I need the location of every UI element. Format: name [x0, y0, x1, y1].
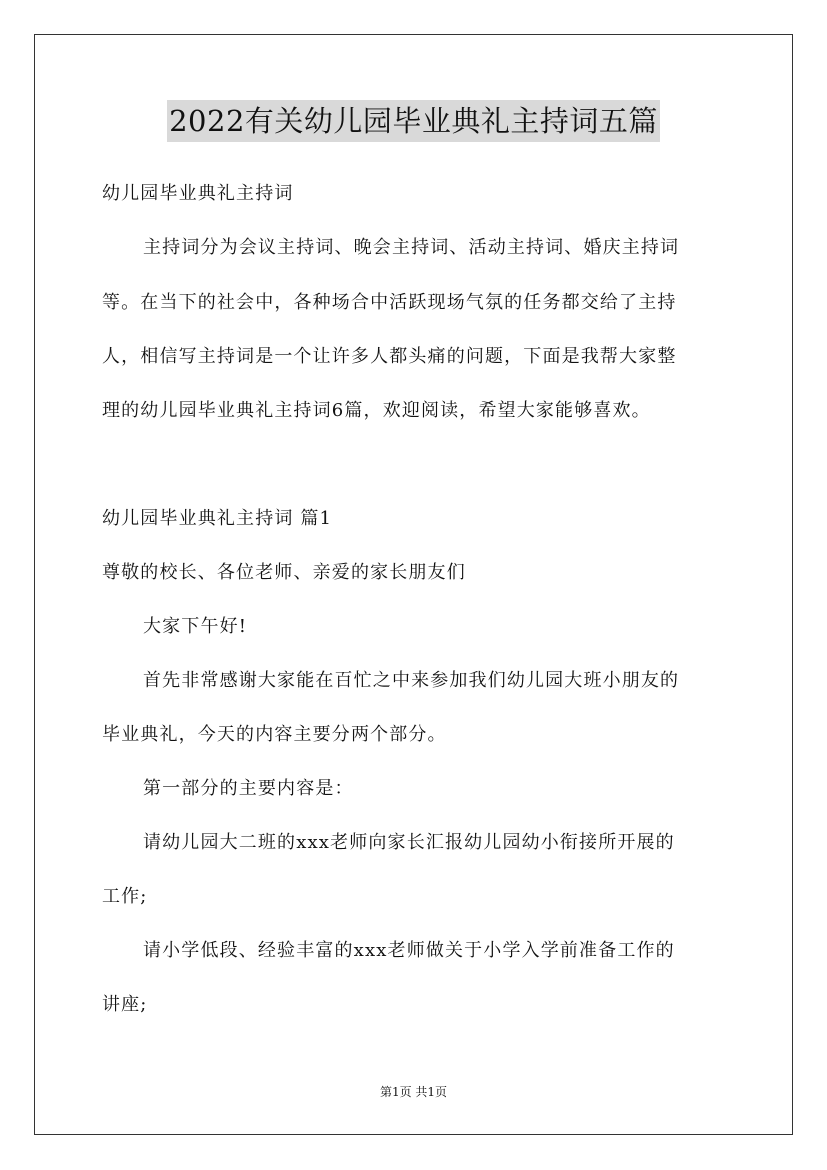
page-footer: 第1页 共1页	[379, 1085, 448, 1099]
paragraph-line: 等。在当下的社会中，各种场合中活跃现场气氛的任务都交给了主持	[102, 292, 677, 313]
paragraph-line: 请小学低段、经验丰富的xxx老师做关于小学入学前准备工作的	[143, 940, 675, 961]
document-title: 2022有关幼儿园毕业典礼主持词五篇	[167, 100, 660, 142]
paragraph-line: 理的幼儿园毕业典礼主持词6篇，欢迎阅读，希望大家能够喜欢。	[102, 400, 651, 421]
paragraph-line: 第一部分的主要内容是：	[143, 778, 354, 799]
paragraph-line: 首先非常感谢大家能在百忙之中来参加我们幼儿园大班小朋友的	[143, 670, 680, 691]
salutation: 尊敬的校长、各位老师、亲爱的家长朋友们	[102, 562, 466, 583]
greeting: 大家下午好!	[143, 616, 248, 637]
paragraph-line: 讲座;	[102, 994, 148, 1015]
title-container	[0, 100, 827, 142]
part-heading: 幼儿园毕业典礼主持词 篇1	[102, 508, 333, 529]
paragraph-line: 请幼儿园大二班的xxx老师向家长汇报幼儿园幼小衔接所开展的	[143, 832, 675, 853]
section-heading: 幼儿园毕业典礼主持词	[102, 183, 294, 204]
paragraph-line: 主持词分为会议主持词、晚会主持词、活动主持词、婚庆主持词	[143, 237, 680, 258]
paragraph-line: 毕业典礼，今天的内容主要分两个部分。	[102, 724, 447, 745]
paragraph-line: 人，相信写主持词是一个让许多人都头痛的问题，下面是我帮大家整	[102, 346, 677, 367]
paragraph-line: 工作;	[102, 886, 148, 907]
